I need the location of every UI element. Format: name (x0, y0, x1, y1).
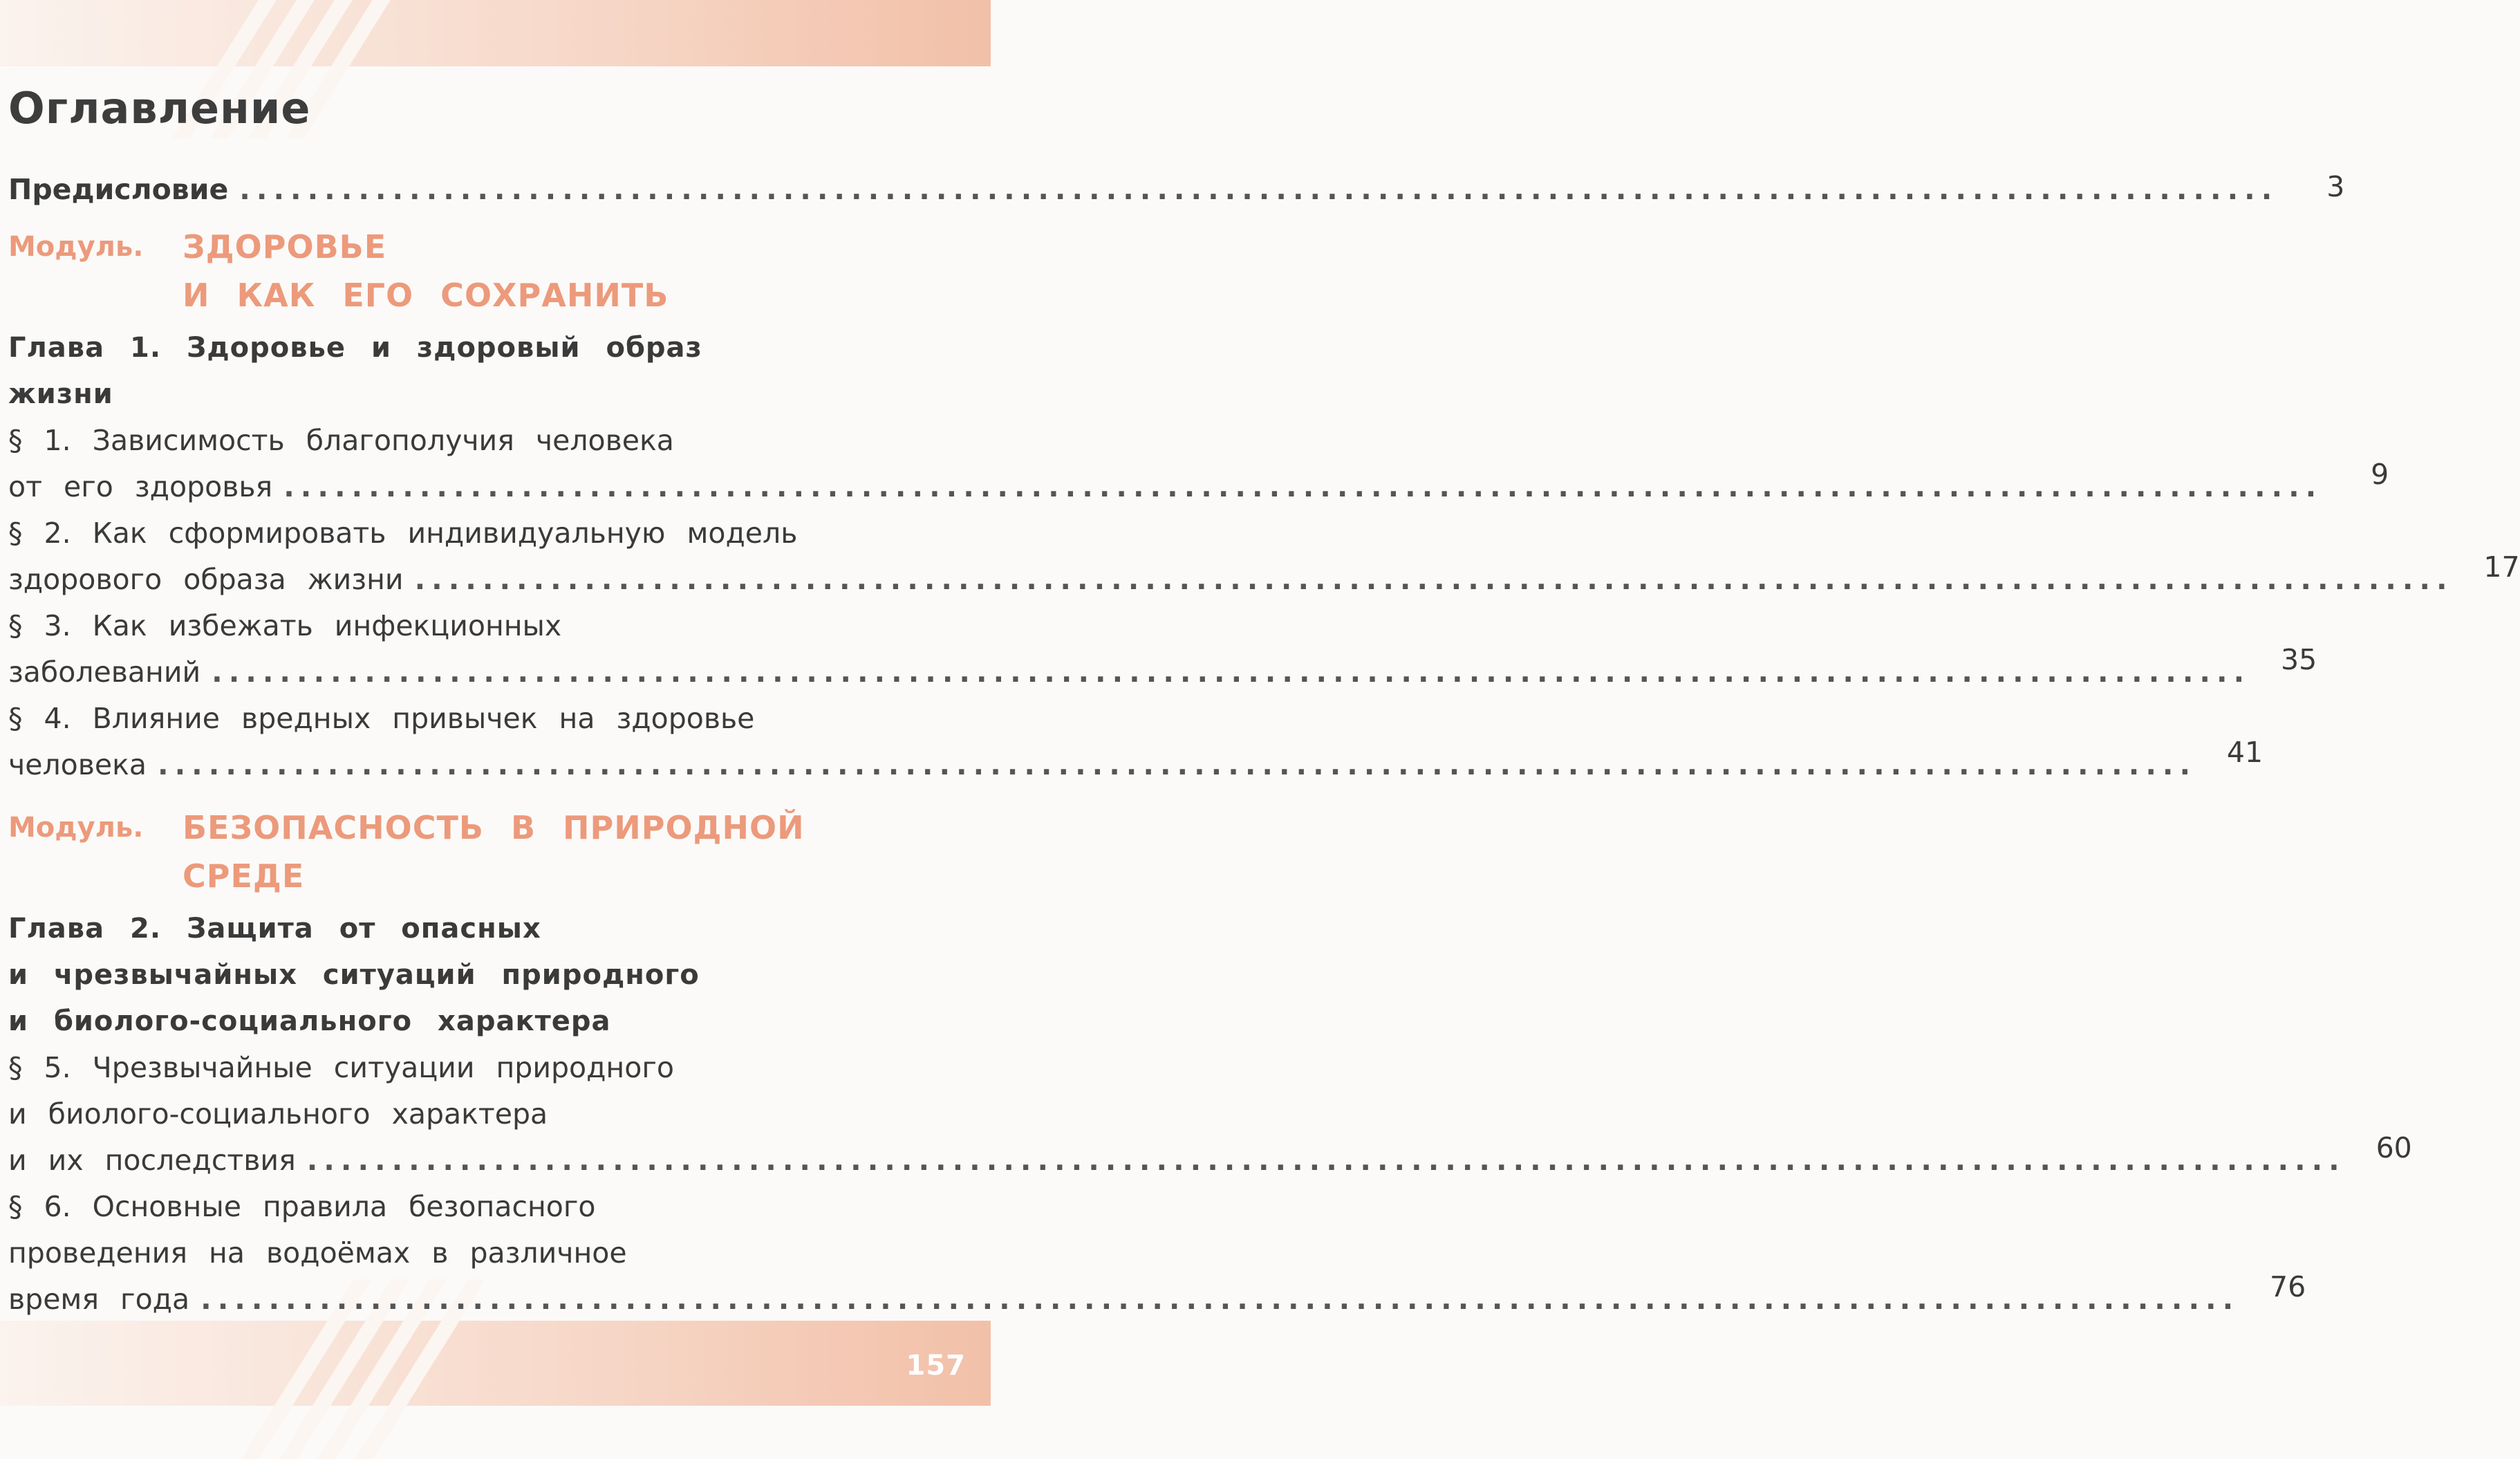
toc-entry-preface[interactable] (8, 167, 2345, 213)
page-number: 157 (906, 1350, 966, 1382)
module-title-line: ЗДОРОВЬЕ (183, 228, 387, 266)
entry-title-line: § 6. Основные правила безопасного (8, 1190, 596, 1223)
top-decorative-band (0, 0, 991, 66)
chapter-heading[interactable] (8, 325, 907, 418)
chapter-title-line: Глава 2. Защита от опасных (8, 913, 541, 945)
entry-title-line: и биолого-социального характера (8, 1097, 548, 1131)
entry-title-line: от его здоровья (8, 470, 273, 503)
module-title-line: БЕЗОПАСНОСТЬ В ПРИРОДНОЙ (183, 809, 805, 846)
entry-title-line: § 3. Как избежать инфекционных (8, 609, 562, 642)
table-of-contents (8, 83, 2520, 1323)
module-label: Модуль. (8, 231, 144, 263)
entry-title: Предисловие (8, 173, 229, 206)
entry-page: 41 (2226, 736, 2264, 769)
dot-leader: ........................................................................................................................ (158, 748, 2197, 781)
entry-title-line: и их последствия (8, 1144, 296, 1177)
module-heading (8, 223, 907, 319)
module-label: Модуль. (8, 812, 144, 844)
chapter-heading[interactable] (8, 906, 907, 1045)
entry-page: 17 (2483, 550, 2520, 584)
toc-entry-section[interactable] (8, 418, 2389, 510)
chapter-title-line: и чрезвычайных ситуаций природного (8, 959, 700, 991)
entry-title-line: § 4. Влияние вредных привычек на здоровье (8, 702, 755, 735)
dot-leader: ........................................................................................................................ (212, 656, 2251, 689)
toc-entry-section[interactable] (8, 1045, 2412, 1184)
toc-entry-section[interactable] (8, 696, 2264, 788)
bottom-decorative-band (0, 1321, 991, 1406)
chapter-title-line: Глава 1. Здоровье и здоровый образ (8, 332, 702, 364)
entry-title-line: здорового образа жизни (8, 563, 404, 596)
dot-leader: ........................................................................................................................ (306, 1144, 2346, 1177)
entry-page: 35 (2280, 643, 2317, 676)
dot-leader: ........................................................................................................................ (283, 470, 2323, 503)
entry-page: 60 (2376, 1131, 2412, 1164)
entry-page: 76 (2270, 1270, 2306, 1303)
module-heading (8, 803, 907, 900)
entry-title-line: § 2. Как сформировать индивидуальную модель (8, 517, 798, 550)
entry-title-line: человека (8, 748, 147, 781)
toc-entry-section[interactable] (8, 1184, 2306, 1323)
chapter-title-line: жизни (8, 378, 113, 410)
entry-title-line: заболеваний (8, 656, 201, 689)
dot-leader: ........................................................................................................................ (200, 1283, 2240, 1316)
entry-title-line: проведения на водоёмах в различное (8, 1236, 627, 1270)
entry-title-line: время года (8, 1283, 190, 1316)
toc-entry-section[interactable] (8, 510, 2520, 603)
entry-title-line: § 5. Чрезвычайные ситуации природного (8, 1051, 674, 1084)
module-title-line: СРЕДЕ (183, 857, 305, 895)
module-title-line: И КАК ЕГО СОХРАНИТЬ (183, 277, 669, 314)
dot-leader: ........................................................................................................................ (414, 563, 2454, 596)
entry-title-line: § 1. Зависимость благополучия человека (8, 424, 674, 457)
entry-page: 9 (2371, 458, 2389, 491)
toc-title: Оглавление (8, 83, 311, 133)
chapter-title-line: и биолого-социального характера (8, 1005, 611, 1037)
toc-entry-section[interactable] (8, 603, 2317, 696)
entry-page: 3 (2326, 170, 2345, 203)
dot-leader: ........................................................................................................................ (239, 173, 2279, 206)
